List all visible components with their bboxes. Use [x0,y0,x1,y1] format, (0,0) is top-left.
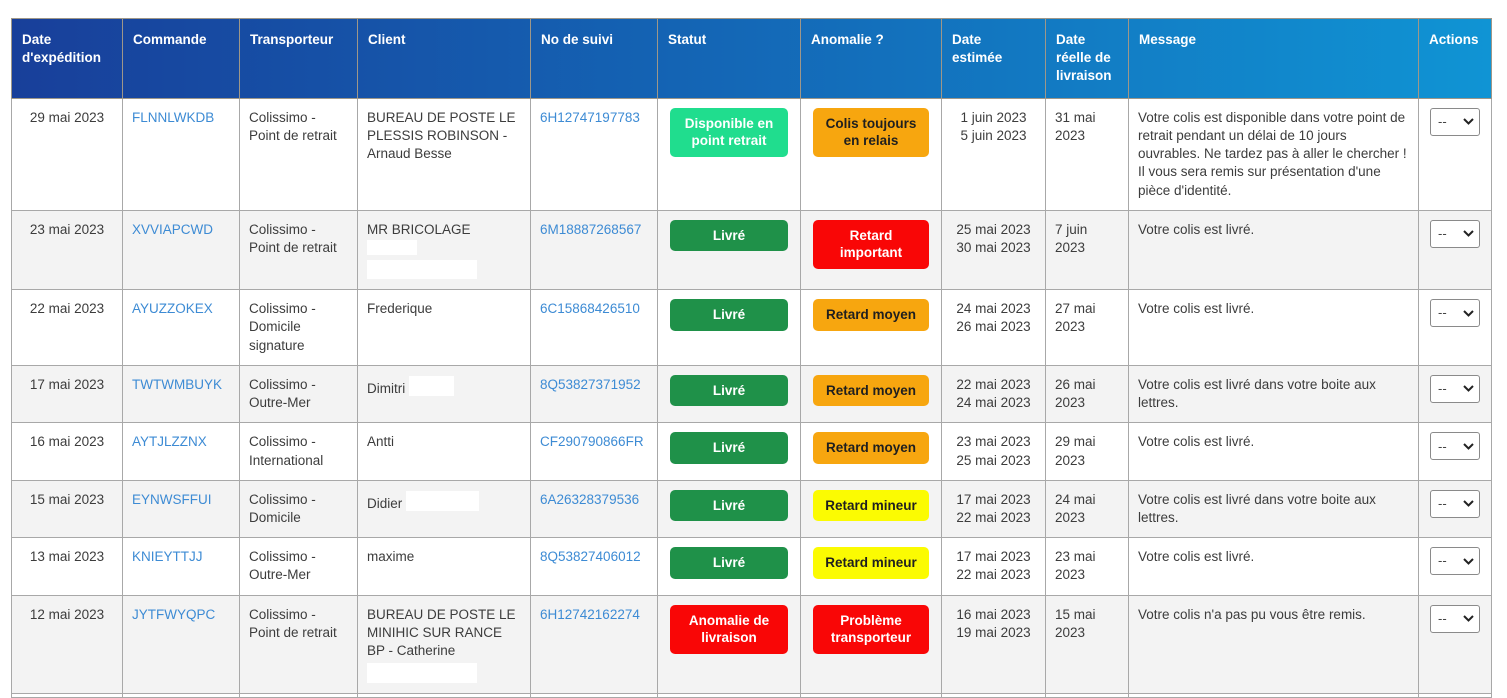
table-row [12,365,1492,422]
client-name: MR BRICOLAGE [367,221,471,237]
column-header-anomalie: Anomalie ? [801,19,942,99]
table-row [12,290,1492,366]
action-select-value: -- [1438,553,1447,569]
action-select[interactable] [1430,299,1480,327]
client-name: Dimitri [367,380,409,396]
cell-no-de-suivi [531,210,658,289]
order-link[interactable]: JYTFWYQPC [132,606,216,622]
cell-actions [1419,480,1492,537]
shipments-table [11,18,1492,698]
cell-actions [1419,423,1492,480]
cell-actions [1419,290,1492,366]
action-select-value: -- [1438,381,1447,397]
table-row [12,480,1492,537]
order-link[interactable]: FLNNLWKDB [132,109,215,125]
action-select[interactable] [1430,490,1480,518]
cell-actions [1419,210,1492,289]
action-select-value: -- [1438,305,1447,321]
column-header-transporteur: Transporteur [240,19,358,99]
cell-date-estimee: 25 mai 2023 30 mai 2023 [942,210,1046,289]
cell-no-de-suivi [531,480,658,537]
cell-commande [123,98,240,210]
column-header-statut: Statut [658,19,801,99]
cell-no-de-suivi [531,290,658,366]
chevron-down-icon [1463,310,1474,317]
action-select-value: -- [1438,113,1447,129]
tracking-link[interactable]: 8Q53827371952 [540,376,641,392]
cell-anomalie [801,365,942,422]
chevron-down-icon [1463,118,1474,125]
order-link[interactable]: TWTWMBUYK [132,376,222,392]
column-header-date-reelle: Date réelle de livraison [1046,19,1129,99]
column-header-date-expedition: Date d'expédition [12,19,123,99]
cell-transporteur: Colissimo - Outre-Mer [240,538,358,595]
chevron-down-icon [1463,500,1474,507]
cell-statut [658,595,801,694]
cell-no-de-suivi [531,538,658,595]
cell-date-reelle: 15 mai 2023 [1046,595,1129,694]
action-select[interactable] [1430,605,1480,633]
redacted-area [367,240,521,279]
chevron-down-icon [1463,443,1474,450]
redacted-area [367,663,521,683]
cell-anomalie [801,538,942,595]
cell-date-estimee: 17 mai 2023 22 mai 2023 [942,538,1046,595]
cell-message: Votre colis est livré. [1129,423,1419,480]
anomaly-badge: Retard mineur [813,490,929,522]
tracking-link[interactable]: 6A26328379536 [540,491,640,507]
status-badge: Livré [670,547,788,579]
table-row-partial [12,694,1492,698]
cell-date-reelle: 31 mai 2023 [1046,98,1129,210]
cell-no-de-suivi [531,365,658,422]
client-name: BUREAU DE POSTE LE MINIHIC SUR RANCE BP - Catherine [367,606,516,659]
cell-date-reelle: 7 juin 2023 [1046,210,1129,289]
table-row [12,98,1492,210]
cell-date-expedition: 15 mai 2023 [12,480,123,537]
column-header-message: Message [1129,19,1419,99]
cell-client [358,365,531,422]
cell-client [358,423,531,480]
table-header-row [12,19,1492,99]
cell-commande [123,538,240,595]
cell-statut [658,423,801,480]
action-select[interactable] [1430,108,1480,136]
status-badge: Livré [670,432,788,464]
cell-date-reelle: 26 mai 2023 [1046,365,1129,422]
cell-date-expedition: 22 mai 2023 [12,290,123,366]
cell-actions [1419,365,1492,422]
column-header-actions: Actions [1419,19,1492,99]
client-name: maxime [367,549,415,565]
anomaly-badge: Retard important [813,220,929,269]
order-link[interactable]: AYTJLZZNX [132,434,207,450]
tracking-link[interactable]: CF290790866FR [540,434,644,450]
client-name: Antti [367,434,395,450]
action-select[interactable] [1430,432,1480,460]
cell-client [358,595,531,694]
cell-no-de-suivi [531,423,658,480]
cell-transporteur: Colissimo - Point de retrait [240,595,358,694]
cell-anomalie [801,290,942,366]
anomaly-badge: Retard moyen [813,375,929,407]
anomaly-badge: Retard moyen [813,432,929,464]
cell-date-reelle: 23 mai 2023 [1046,538,1129,595]
cell-commande [123,210,240,289]
cell-date-expedition: 12 mai 2023 [12,595,123,694]
chevron-down-icon [1463,558,1474,565]
cell-date-reelle: 29 mai 2023 [1046,423,1129,480]
cell-message: Votre colis est livré. [1129,290,1419,366]
cell-anomalie [801,210,942,289]
cell-date-reelle: 27 mai 2023 [1046,290,1129,366]
action-select-value: -- [1438,495,1447,511]
cell-anomalie [801,595,942,694]
chevron-down-icon [1463,385,1474,392]
cell-commande [123,423,240,480]
anomaly-badge: Problème transporteur [813,605,929,654]
cell-anomalie [801,480,942,537]
cell-statut [658,290,801,366]
cell-commande [123,595,240,694]
cell-statut [658,480,801,537]
action-select-value: -- [1438,610,1447,626]
cell-client [358,210,531,289]
cell-actions [1419,98,1492,210]
cell-statut [658,210,801,289]
cell-commande [123,290,240,366]
cell-message: Votre colis est livré. [1129,538,1419,595]
cell-transporteur: Colissimo - International [240,423,358,480]
order-link[interactable]: AYUZZOKEX [132,301,213,317]
cell-date-estimee: 1 juin 2023 5 juin 2023 [942,98,1046,210]
cell-transporteur: Colissimo - Point de retrait [240,98,358,210]
chevron-down-icon [1463,230,1474,237]
action-select-value: -- [1438,438,1447,454]
cell-client [358,538,531,595]
table-body [12,98,1492,694]
status-badge: Anomalie de livraison [670,605,788,654]
action-select[interactable] [1430,547,1480,575]
redacted-area [409,381,454,396]
cell-client [358,290,531,366]
cell-date-estimee: 16 mai 2023 19 mai 2023 [942,595,1046,694]
cell-no-de-suivi [531,595,658,694]
tracking-link[interactable]: 6M18887268567 [540,221,642,237]
cell-date-expedition: 29 mai 2023 [12,98,123,210]
client-name: Didier [367,495,407,511]
cell-transporteur: Colissimo - Point de retrait [240,210,358,289]
table-row [12,423,1492,480]
cell-message: Votre colis est livré dans votre boite aux lettres. [1129,480,1419,537]
action-select-value: -- [1438,225,1447,241]
status-badge: Livré [670,220,788,252]
cell-anomalie [801,98,942,210]
status-badge: Livré [670,299,788,331]
partial-next-row [12,694,1492,698]
cell-date-reelle: 24 mai 2023 [1046,480,1129,537]
tracking-link[interactable]: 6H12742162274 [540,606,640,622]
table-row [12,538,1492,595]
table-row [12,210,1492,289]
status-badge: Livré [670,375,788,407]
status-badge: Livré [670,490,788,522]
cell-commande [123,365,240,422]
cell-date-estimee: 23 mai 2023 25 mai 2023 [942,423,1046,480]
cell-message: Votre colis est livré. [1129,210,1419,289]
client-name: BUREAU DE POSTE LE PLESSIS ROBINSON - Arnaud Besse [367,109,516,162]
cell-date-expedition: 17 mai 2023 [12,365,123,422]
column-header-date-estimee: Date estimée [942,19,1046,99]
chevron-down-icon [1463,615,1474,622]
table-row [12,595,1492,694]
cell-transporteur: Colissimo - Outre-Mer [240,365,358,422]
cell-transporteur: Colissimo - Domicile [240,480,358,537]
order-link[interactable]: EYNWSFFUI [132,491,212,507]
client-name: Frederique [367,301,433,317]
cell-actions [1419,538,1492,595]
anomaly-badge: Colis toujours en relais [813,108,929,157]
cell-message: Votre colis est livré dans votre boite aux lettres. [1129,365,1419,422]
column-header-commande: Commande [123,19,240,99]
cell-message: Votre colis n'a pas pu vous être remis. [1129,595,1419,694]
tracking-link[interactable]: 8Q53827406012 [540,549,641,565]
column-header-no-de-suivi: No de suivi [531,19,658,99]
tracking-link[interactable]: 6H12747197783 [540,109,640,125]
action-select[interactable] [1430,220,1480,248]
table-header [12,19,1492,99]
cell-date-estimee: 17 mai 2023 22 mai 2023 [942,480,1046,537]
cell-date-estimee: 22 mai 2023 24 mai 2023 [942,365,1046,422]
column-header-client: Client [358,19,531,99]
status-badge: Disponible en point retrait [670,108,788,157]
cell-date-expedition: 16 mai 2023 [12,423,123,480]
tracking-link[interactable]: 6C15868426510 [540,301,640,317]
cell-client [358,98,531,210]
cell-message: Votre colis est disponible dans votre point de retrait pendant un délai de 10 jours ouvrables. Ne tardez pas à aller le chercher ! Il vous sera remis sur présentation d'une pièce d'identité. [1129,98,1419,210]
redacted-area [406,496,479,511]
cell-client [358,480,531,537]
cell-anomalie [801,423,942,480]
cell-commande [123,480,240,537]
cell-date-expedition: 13 mai 2023 [12,538,123,595]
cell-statut [658,98,801,210]
cell-actions [1419,595,1492,694]
cell-date-expedition: 23 mai 2023 [12,210,123,289]
order-link[interactable]: KNIEYTTJJ [132,549,203,565]
cell-transporteur: Colissimo - Domicile signature [240,290,358,366]
order-link[interactable]: XVVIAPCWD [132,221,214,237]
action-select[interactable] [1430,375,1480,403]
cell-date-estimee: 24 mai 2023 26 mai 2023 [942,290,1046,366]
anomaly-badge: Retard moyen [813,299,929,331]
anomaly-badge: Retard mineur [813,547,929,579]
cell-statut [658,538,801,595]
cell-statut [658,365,801,422]
cell-no-de-suivi [531,98,658,210]
